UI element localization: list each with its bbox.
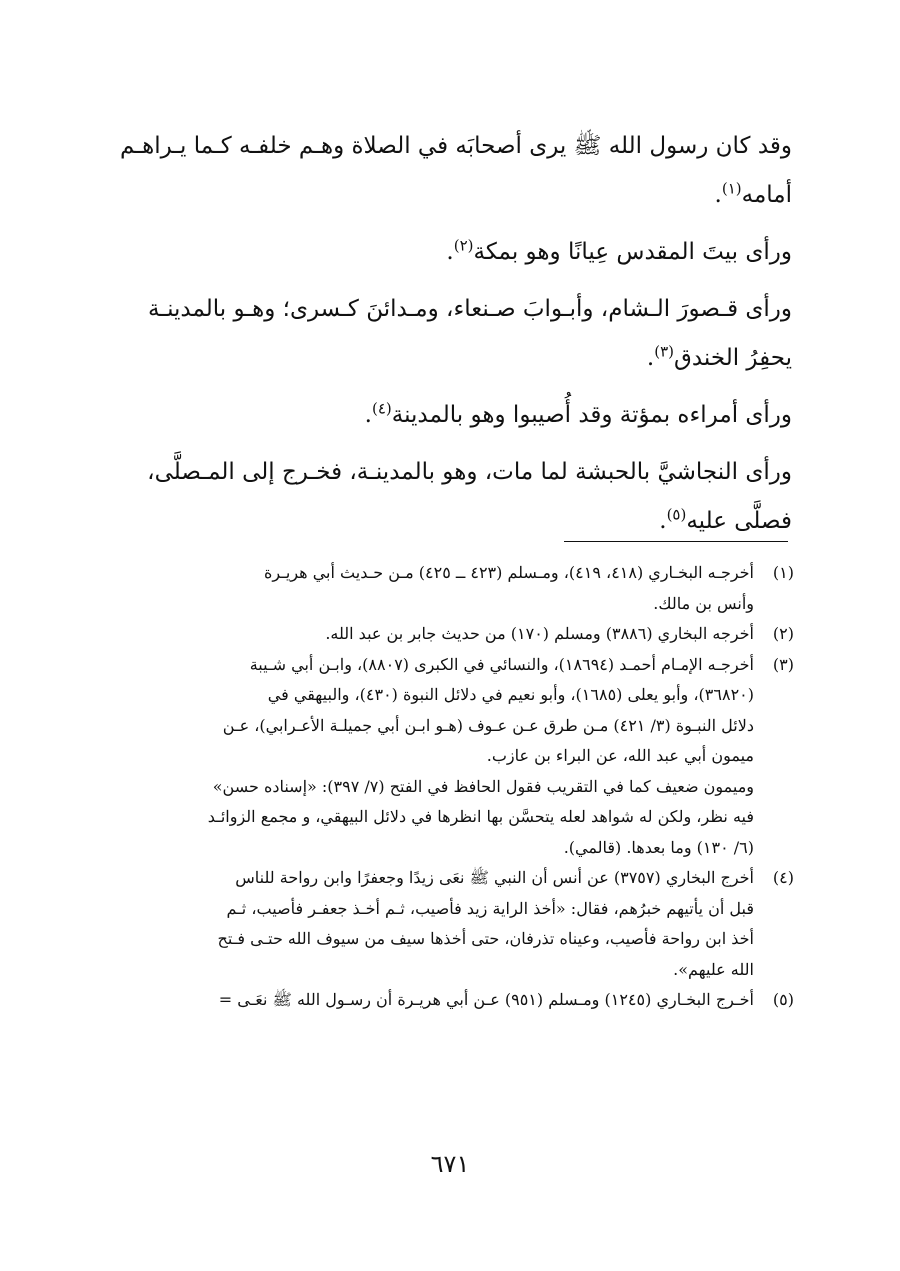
footnote-text (110, 985, 754, 1016)
paragraph-4: ورأى أمراءه بمؤتة وقد أُصيبوا وهو بالمدينة$^{(٤)}$. (364, 399, 792, 428)
footnote-line: (٦/ ١٣٠) وما بعدها. (قالمي). (563, 837, 754, 857)
footnote-line: دلائل النبـوة (٣/ ٤٢١) مـن طرق عـن عـوف (هـو ابـن أبي جميلـة الأعـرابي)، عـن (222, 715, 754, 735)
paragraph-1: وقد كان رسول الله ﷺ يرى أصحابَه في الصلاة وهـم خلفـه كـما يـراهـم أمامه$^{(١)}$. (120, 133, 792, 208)
footnote-line: أخرجه البخاري (٣٨٨٦) ومسلم (١٧٠) من حديث جابر بن عبد الله. (325, 624, 754, 643)
footnote-2 (110, 619, 794, 650)
footnote-number: (٢) (772, 624, 794, 643)
footnote-line: أخذ ابن رواحة فأصيب، وعيناه تذرفان، حتى أخذها سيف من سيوف الله حتـى فـتح (217, 929, 754, 948)
footnote-line: (٣٦٨٢٠)، وأبو يعلى (١٦٨٥)، وأبو نعيم في دلائل النبوة (٤٣٠)، والبيهقي في (267, 685, 754, 704)
paragraph-3-line-1: ورأى قـصورَ الـشام، وأبـوابَ صـنعاء، ومـدائنَ كـسرى؛ وهـو بالمدينـة (148, 296, 792, 322)
footnote-text (110, 863, 754, 985)
paragraph-5: ورأى النجاشيَّ بالحبشة لما مات، وهو بالمدينـة، فخـرج إلى المـصلَّى، فصلَّى عليه$^{(٥)}$. (147, 459, 792, 534)
paragraph-4-text: ورأى أمراءه بمؤتة وقد أُصيبوا وهو بالمدينة (391, 402, 792, 428)
footnote-number: (٣) (772, 654, 794, 674)
footnote-number: (١) (772, 563, 794, 582)
paragraph-2-text: ورأى بيتَ المقدس عِيانًا وهو بمكة (473, 239, 792, 265)
paragraph-1-line-1: وقد كان رسول الله ﷺ يرى أصحابَه في الصلاة وهـم خلفـه كـما يـراهـم (120, 133, 792, 159)
footnote-text (110, 619, 754, 650)
footnote-text (110, 558, 754, 619)
footnote-text (110, 650, 754, 864)
footnote-line: فيه نظر، ولكن له شواهد لعله يتحسَّن بها انظرها في دلائل البيهقي، و مجمع الزوائـد (207, 807, 754, 826)
footnote-line: أخرجـه البخـاري (٤١٨، ٤١٩)، ومـسلم (٤٢٣ ــ ٤٢٥) مـن حـديث أبي هريـرة (264, 563, 754, 582)
paragraph-5-line-2: فصلَّى عليه (686, 508, 792, 534)
footnote-separator (564, 541, 788, 542)
footnote-ref-4: (٤) (371, 399, 392, 418)
footnote-line: أخرجـه الإمـام أحمـد (١٨٦٩٤)، والنسائي في الكبرى (٨٨٠٧)، وابـن أبي شـيبة (249, 654, 754, 674)
footnote-ref-1: (١) (721, 179, 742, 198)
footnote-ref-3: (٣) (654, 342, 674, 361)
main-text (112, 122, 792, 554)
paragraph-3: ورأى قـصورَ الـشام، وأبـوابَ صـنعاء، ومـدائنَ كـسرى؛ وهـو بالمدينـة يحفِرُ الخندق$^{(٣)}$. (148, 296, 792, 371)
footnote-line: أخرج البخاري (٣٧٥٧) عن أنس أن النبي ﷺ نعَى زيدًا وجعفرًا وابن رواحة للناس (235, 868, 754, 887)
footnote-number: (٤) (772, 868, 794, 887)
paragraph-1-line-2: أمامه (741, 182, 792, 208)
footnote-line: وأنس بن مالك. (653, 593, 754, 613)
paragraph-3-line-2: يحفِرُ الخندق (674, 345, 792, 371)
footnote-line: أخـرج البخـاري (١٢٤٥) ومـسلم (٩٥١) عـن أبي هريـرة أن رسـول الله ﷺ نعَـى = (218, 990, 754, 1009)
footnote-5 (110, 985, 794, 1016)
footnote-4 (110, 863, 794, 985)
footnote-3 (110, 650, 794, 864)
footnote-1 (110, 558, 794, 619)
footnote-line: قبل أن يأتيهم خبرُهم، فقال: «أخذ الراية زيد فأصيب، ثـم أخـذ جعفـر فأصيب، ثـم (226, 898, 754, 918)
paragraph-5-line-1: ورأى النجاشيَّ بالحبشة لما مات، وهو بالمدينـة، فخـرج إلى المـصلَّى، (147, 459, 792, 485)
page-number: ٦٧١ (430, 1150, 470, 1178)
paragraph-2: ورأى بيتَ المقدس عِيانًا وهو بمكة$^{(٢)}$. (446, 236, 792, 265)
footnotes (110, 558, 794, 1016)
footnote-ref-5: (٥) (666, 505, 687, 524)
footnote-line: وميمون ضعيف كما في التقريب فقول الحافظ في الفتح (٧/ ٣٩٧): «إسناده حسن» (212, 776, 754, 796)
footnote-number: (٥) (772, 990, 794, 1009)
footnote-line: ميمون أبي عبد الله، عن البراء بن عازب. (486, 746, 754, 765)
footnote-ref-2: (٢) (453, 236, 474, 255)
footnote-line: الله عليهم». (673, 959, 754, 979)
